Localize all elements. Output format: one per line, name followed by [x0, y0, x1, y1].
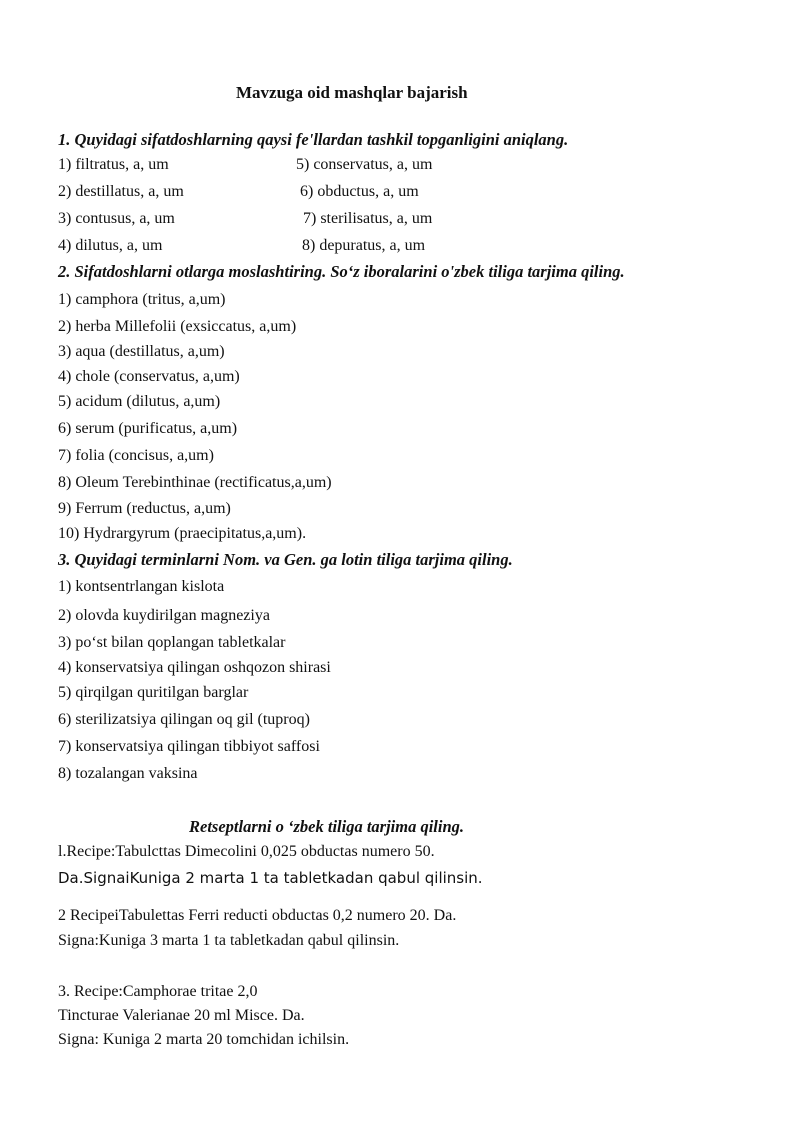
page-title: Mavzuga oid mashqlar bajarish: [236, 83, 468, 102]
recipes-heading: Retseptlarni o ‘zbek tiliga tarjima qiling.: [189, 817, 465, 836]
recipe-line: Signa:Kuniga 3 marta 1 ta tabletkadan qabul qilinsin.: [58, 932, 400, 949]
exercise-3-item: 1) kontsentrlangan kislota: [58, 578, 225, 595]
exercise-3-heading: 3. Quyidagi terminlarni Nom. va Gen. ga lotin tiliga tarjima qiling.: [58, 550, 513, 569]
exercise-2-item: 5) acidum (dilutus, a,um): [58, 393, 221, 410]
exercise-1-item: 6) obductus, a, um: [300, 183, 419, 200]
recipe-line: l.Recipe:Tabulcttas Dimecolini 0,025 obductas numero 50.: [58, 843, 435, 860]
recipe-line: 3. Recipe:Camphorae tritae 2,0: [58, 983, 258, 1000]
exercise-1-item: 1) filtratus, a, um: [58, 156, 169, 173]
recipe-line: 2 RecipeiTabulettas Ferri reducti obductas 0,2 numero 20. Da.: [58, 907, 457, 924]
exercise-1-item: 7) sterilisatus, a, um: [303, 210, 433, 227]
exercise-2-item: 3) aqua (destillatus, a,um): [58, 343, 225, 360]
exercise-2-heading: 2. Sifatdoshlarni otlarga moslashtiring. So‘z iboralarini o'zbek tiliga tarjima qiling.: [58, 262, 625, 281]
recipe-line: Da.SignaiKuniga 2 marta 1 ta tabletkadan qabul qilinsin.: [58, 869, 483, 887]
exercise-2-item: 2) herba Millefolii (exsiccatus, a,um): [58, 318, 297, 335]
exercise-2-item: 7) folia (concisus, a,um): [58, 447, 214, 464]
exercise-3-item: 3) po‘st bilan qoplangan tabletkalar: [58, 634, 286, 651]
exercise-3-item: 7) konservatsiya qilingan tibbiyot saffosi: [58, 738, 320, 755]
exercise-3-item: 2) olovda kuydirilgan magneziya: [58, 607, 270, 624]
recipe-line: Signa: Kuniga 2 marta 20 tomchidan ichilsin.: [58, 1031, 350, 1048]
exercise-2-item: 1) camphora (tritus, a,um): [58, 291, 226, 308]
exercise-3-item: 6) sterilizatsiya qilingan oq gil (tuproq): [58, 711, 310, 728]
exercise-1-item: 5) conservatus, a, um: [296, 156, 433, 173]
exercise-2-item: 10) Hydrargyrum (praecipitatus,a,um).: [58, 525, 307, 542]
exercise-1-heading: 1. Quyidagi sifatdoshlarning qaysi fe'llardan tashkil topganligini aniqlang.: [58, 130, 569, 149]
exercise-2-item: 6) serum (purificatus, a,um): [58, 420, 238, 437]
exercise-1-item: 8) depuratus, a, um: [302, 237, 426, 254]
exercise-3-item: 8) tozalangan vaksina: [58, 765, 198, 782]
exercise-1-item: 3) contusus, a, um: [58, 210, 175, 227]
exercise-3-item: 4) konservatsiya qilingan oshqozon shirasi: [58, 659, 331, 676]
exercise-3-item: 5) qirqilgan quritilgan barglar: [58, 684, 249, 701]
exercise-1-item: 4) dilutus, a, um: [58, 237, 163, 254]
exercise-1-item: 2) destillatus, a, um: [58, 183, 184, 200]
recipe-line: Tincturae Valerianae 20 ml Misce. Da.: [58, 1007, 305, 1024]
exercise-2-item: 9) Ferrum (reductus, a,um): [58, 500, 231, 517]
exercise-2-item: 8) Oleum Terebinthinae (rectificatus,a,um): [58, 474, 332, 491]
exercise-2-item: 4) chole (conservatus, a,um): [58, 368, 240, 385]
